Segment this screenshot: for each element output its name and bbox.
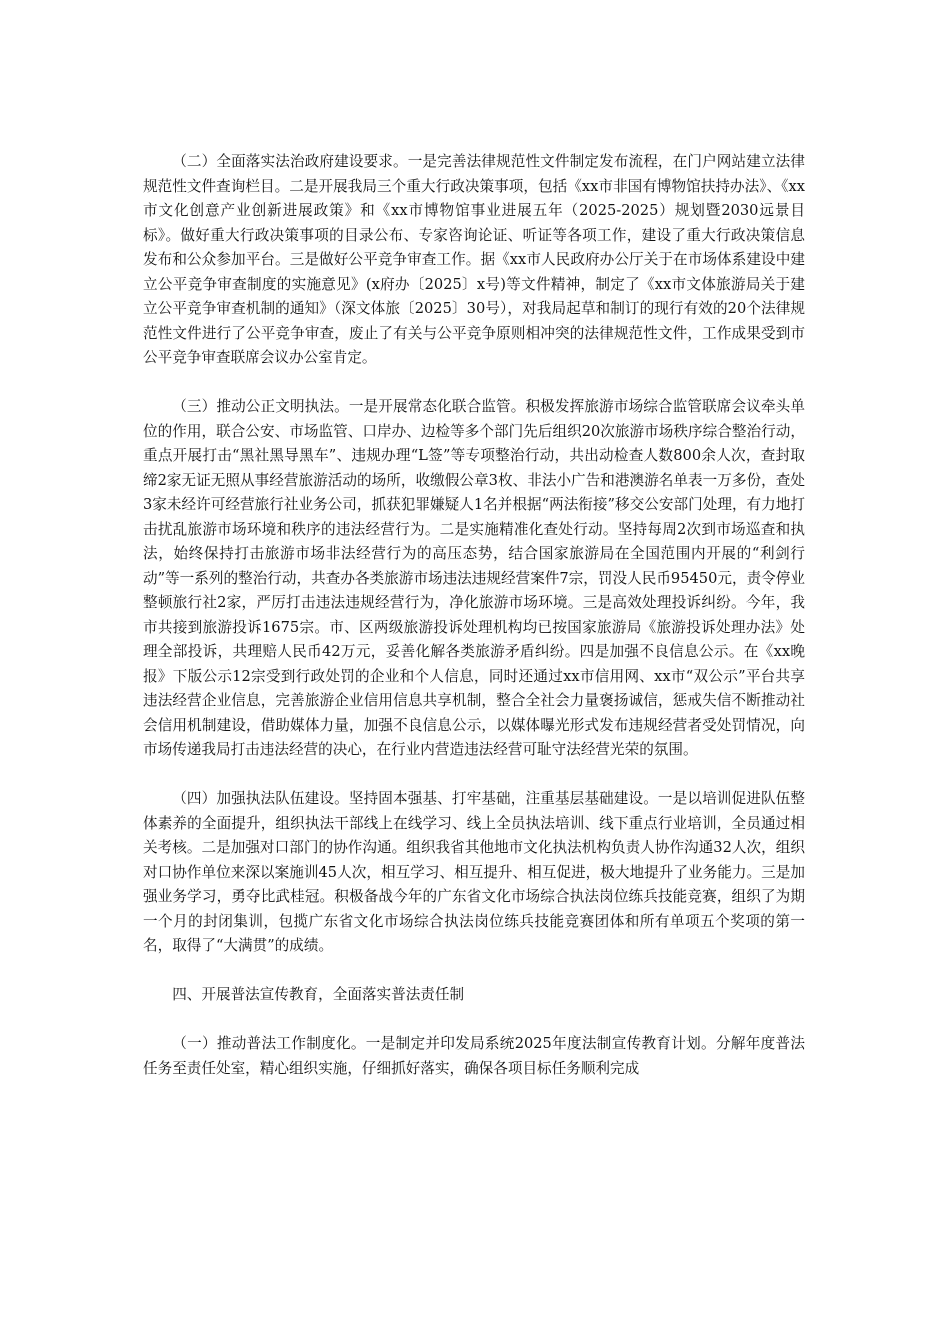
paragraph-2-rule-of-law-government: （二）全面落实法治政府建设要求。一是完善法律规范性文件制定发布流程，在门户网站建立法律规范性文件查询栏目。二是开展我局三个重大行政决策事项，包括《xx市非国有博物馆扶持办法》、《xx市文化创意产业创新进展政策》和《xx市博物馆事业进展五年（2025-2025）规划暨2030远景目标》。做好重大行政决策事项的目录公布、专家咨询论证、听证等各项工作，建设了重大行政决策信息发布和公众参加平台。三是做好公平竞争审查工作。据《xx市人民政府办公厅关于在市场体系建设中建立公平竞争审查制度的实施意见》(x府办〔2025〕x号)等文件精神，制定了《xx市文体旅游局关于建立公平竞争审查机制的通知》（深文体旅〔2025〕30号），对我局起草和制订的现行有效的20个法律规范性文件进行了公平竞争审查，废止了有关与公平竞争原则相冲突的法律规范性文件，工作成果受到市公平竞争审查联席会议办公室肯定。: [143, 153, 805, 366]
section-heading: 四、开展普法宣传教育，全面落实普法责任制: [172, 986, 465, 1003]
paragraph-4-enforcement-team: （四）加强执法队伍建设。坚持固本强基、打牢基础，注重基层基础建设。一是以培训促进队伍整体素养的全面提升，组织执法干部线上在线学习、线上全员执法培训、线下重点行业培训，全员通过相关考核。二是加强对口部门的协作沟通。组织我省其他地市文化执法机构负责人协作沟通32人次，组织对口协作单位来深以案施训45人次，相互学习、相互提升、相互促进，极大地提升了业务能力。三是加强业务学习，勇夺比武桂冠。积极备战今年的广东省文化市场综合执法岗位练兵技能竞赛，组织了为期一个月的封闭集训，包揽广东省文化市场综合执法岗位练兵技能竞赛团体和所有单项五个奖项的第一名，取得了“大满贯”的成绩。: [143, 790, 805, 954]
paragraph-1-legal-education: （一）推动普法工作制度化。一是制定并印发局系统2025年度法制宣传教育计划。分解年度普法任务至责任处室，精心组织实施，仔细抓好落实，确保各项目标任务顺利完成: [143, 1035, 805, 1077]
document-body: [143, 150, 805, 1106]
paragraph-3-fair-law-enforcement: （三）推动公正文明执法。一是开展常态化联合监管。积极发挥旅游市场综合监管联席会议牵头单位的作用，联合公安、市场监管、口岸办、边检等多个部门先后组织20次旅游市场秩序综合整治行动，重点开展打击“黑社黑导黑车”、违规办理“L签”等专项整治行动，共出动检查人数800余人次，查封取缔2家无证无照从事经营旅游活动的场所，收缴假公章3枚、非法小广告和港澳游名单表一万多份，查处3家未经许可经营旅行社业务公司，抓获犯罪嫌疑人1名并根据“两法衔接”移交公安部门处理，有力地打击扰乱旅游市场环境和秩序的违法经营行为。二是实施精准化查处行动。坚持每周2次到市场巡查和执法，始终保持打击旅游市场非法经营行为的高压态势，结合国家旅游局在全国范围内开展的“利剑行动”等一系列的整治行动，共查办各类旅游市场违法违规经营案件7宗，罚没人民币95450元，责令停业整顿旅行社2家，严厉打击违法违规经营行为，净化旅游市场环境。三是高效处理投诉纠纷。今年，我市共接到旅游投诉1675宗。市、区两级旅游投诉处理机构均已按国家旅游局《旅游投诉处理办法》处理全部投诉，共理赔人民币42万元，妥善化解各类旅游矛盾纠纷。四是加强不良信息公示。在《xx晚报》下版公示12宗受到行政处罚的企业和个人信息，同时还通过xx市信用网、xx市“双公示”平台共享违法经营企业信息，完善旅游企业信用信息共享机制，整合全社会力量褒扬诚信，惩戒失信不断推动社会信用机制建设，借助媒体力量，加强不良信息公示，以媒体曝光形式发布违规经营者受处罚情况，向市场传递我局打击违法经营的决心，在行业内营造违法经营可耻守法经营光荣的氛围。: [143, 398, 805, 758]
